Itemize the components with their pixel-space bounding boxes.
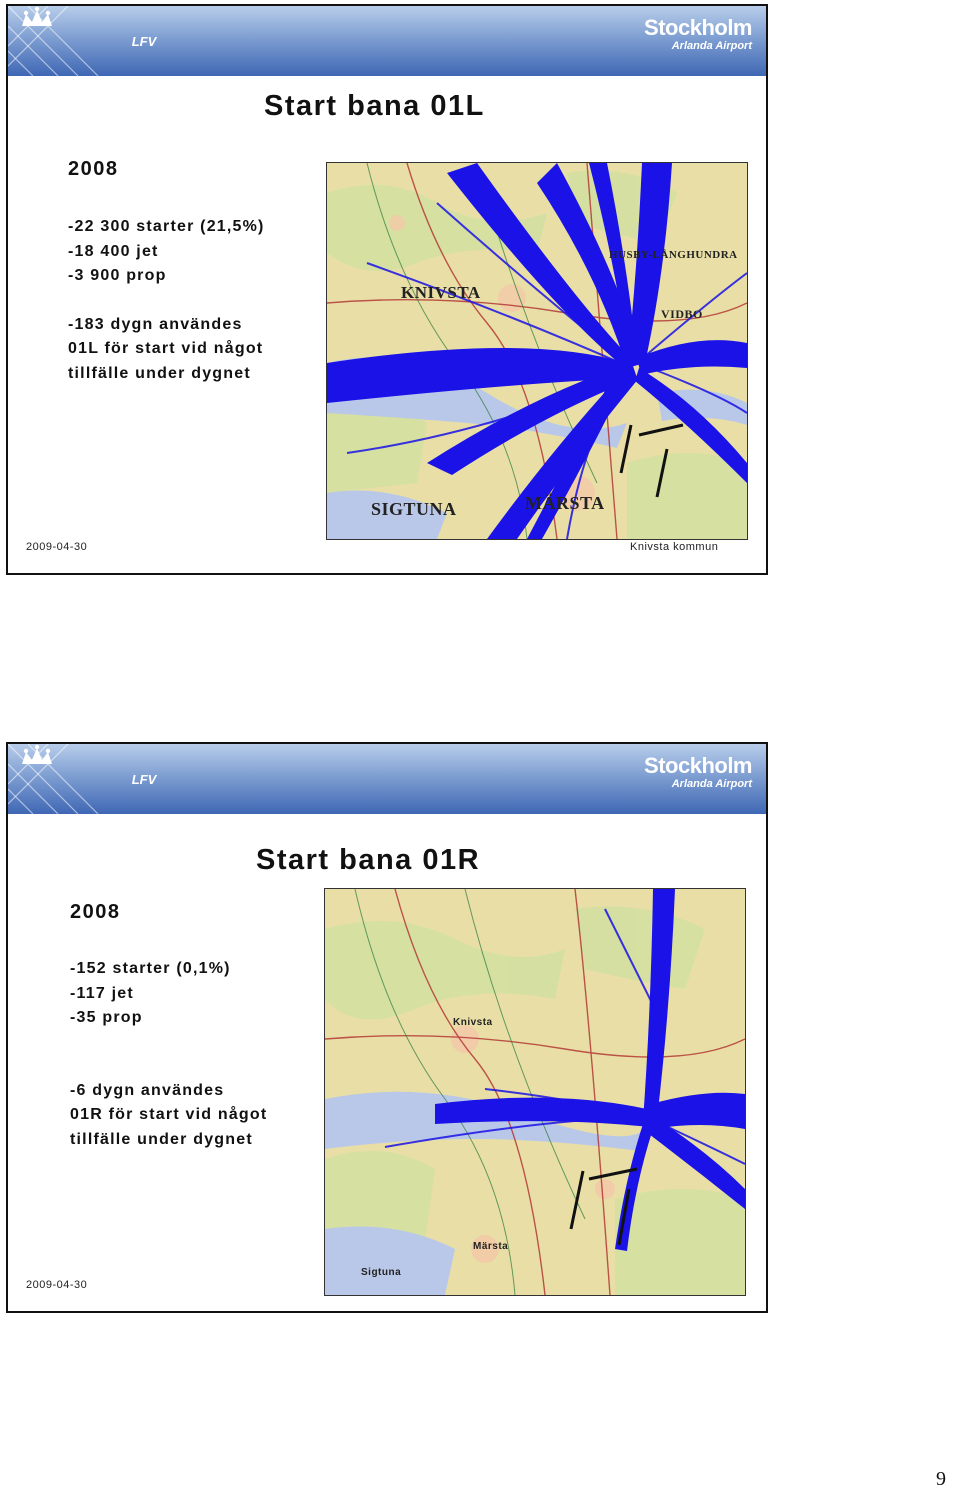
slide-title: Start bana 01L [264, 90, 485, 122]
usage-line-3: tillfälle under dygnet [68, 364, 251, 382]
map-source: Knivsta kommun [630, 541, 719, 553]
slide-date: 2009-04-30 [26, 1279, 88, 1291]
page-number: 9 [936, 1468, 946, 1490]
stat-starts: -22 300 starter (21,5%) [68, 218, 265, 235]
stat-prop: -3 900 prop [68, 267, 167, 284]
map-label-knivsta: KNIVSTA [401, 283, 481, 302]
brand-main: Stockholm [644, 15, 752, 40]
stat-prop: -35 prop [70, 1009, 143, 1026]
map-image [327, 163, 747, 539]
slide-title: Start bana 01R [256, 844, 481, 876]
usage-line-3: tillfälle under dygnet [70, 1130, 253, 1148]
map-label-knivsta: Knivsta [453, 1017, 493, 1028]
crown-icon [8, 6, 66, 50]
slide-date: 2009-04-30 [26, 541, 88, 553]
map-label-vidbo: VIDBO [661, 307, 703, 321]
stockholm-arlanda-logo [644, 754, 752, 790]
stat-jet: -18 400 jet [68, 242, 159, 260]
stats-block [68, 215, 265, 386]
brand-main: Stockholm [644, 753, 752, 778]
flight-track-map-01l [326, 162, 748, 540]
crown-icon [8, 744, 66, 788]
map-label-marsta: MÄRSTA [525, 493, 605, 513]
map-label-sigtuna: SIGTUNA [371, 499, 457, 519]
year-label: 2008 [68, 158, 119, 180]
map-label-sigtuna: Sigtuna [361, 1267, 402, 1278]
brand-sub: Arlanda Airport [671, 778, 752, 790]
flight-track-map-01r [324, 888, 746, 1296]
year-label: 2008 [70, 901, 121, 923]
stats-block [70, 957, 267, 1152]
stat-jet: -117 jet [70, 984, 134, 1002]
stockholm-arlanda-logo [644, 16, 752, 52]
usage-line-2: 01R för start vid något [70, 1106, 268, 1123]
map-label-marsta: Märsta [473, 1241, 509, 1252]
stat-starts: -152 starter (0,1%) [70, 960, 231, 977]
usage-line-2: 01L för start vid något [68, 340, 264, 357]
map-image [325, 889, 745, 1295]
brand-sub: Arlanda Airport [671, 40, 752, 52]
slide-start-01l [6, 4, 768, 575]
map-label-husby: HUSBY-LÅNGHUNDRA [609, 249, 738, 261]
slide-header-banner [8, 6, 766, 76]
lfv-logo-text: LFV [131, 34, 157, 49]
slide-header-banner [8, 744, 766, 814]
slide-start-01r [6, 742, 768, 1313]
lfv-logo-text: LFV [131, 772, 157, 787]
usage-line-1: -6 dygn användes [70, 1081, 225, 1099]
usage-line-1: -183 dygn användes [68, 315, 243, 333]
